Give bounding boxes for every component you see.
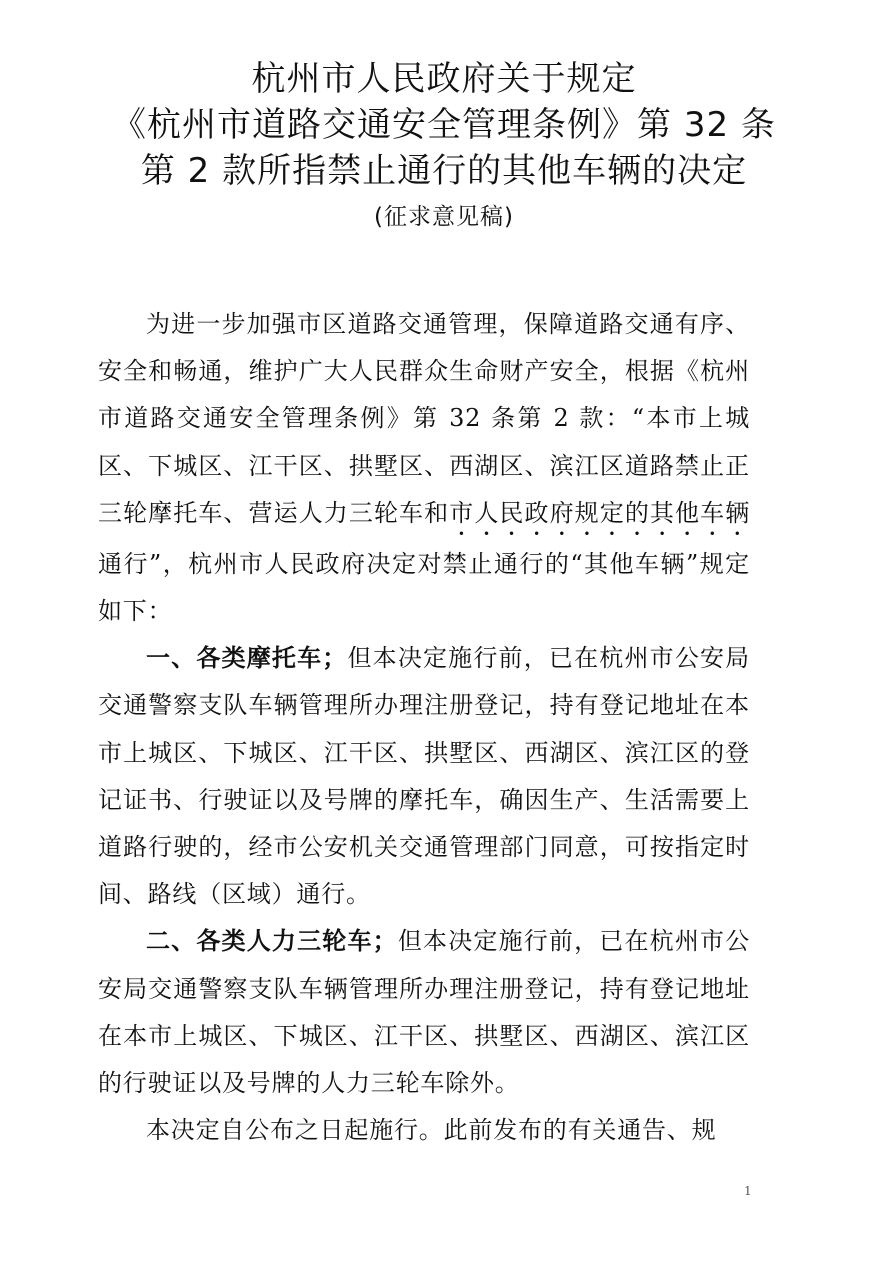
intro-emphasized-text: 市人民政府规定的其他车辆 — [449, 498, 750, 527]
intro-text-part2: 通行”，杭州市人民政府决定对禁止通行的“其他车辆”规定如下： — [98, 549, 750, 626]
paragraph-closing: 本决定自公布之日起施行。此前发布的有关通告、规 — [146, 1116, 717, 1145]
document-title — [60, 56, 828, 232]
item2-heading: 二、各类人力三轮车； — [146, 927, 398, 956]
title-line-3: 第 2 款所指禁止通行的其他车辆的决定 — [140, 151, 748, 191]
title-line-2: 《杭州市道路交通安全管理条例》第 32 条 — [112, 105, 776, 145]
intro-text-part1: 为进一步加强市区道路交通管理，保障道路交通有序、安全和畅通，维护广大人民群众生命财产安全，根据《杭州市道路交通安全管理条例》第 32 条第 2 款：“本市上城区、下城区、江干区、拱墅区、西湖区、滨江区道路禁止正三轮摩托车、营运人力三轮车和 — [98, 310, 750, 527]
title-line-1: 杭州市人民政府关于规定 — [251, 59, 637, 99]
paragraph-item-2 — [98, 918, 750, 1107]
paragraph-intro — [98, 301, 750, 635]
page-number: 1 — [744, 1184, 752, 1198]
item1-text: 但本决定施行前，已在杭州市公安局交通警察支队车辆管理所办理注册登记，持有登记地址在本市上城区、下城区、江干区、拱墅区、西湖区、滨江区的登记证书、行驶证以及号牌的摩托车，确因生产、生活需要上道路行驶的，经市公安机关交通管理部门同意，可按指定时间、路线（区域）通行。 — [98, 644, 750, 909]
document-body — [98, 301, 750, 1154]
paragraph-item-1 — [98, 635, 750, 918]
item1-heading: 一、各类摩托车； — [146, 644, 348, 673]
document-subtitle: (征求意见稿) — [374, 204, 514, 230]
item2-text: 但本决定施行前，已在杭州市公安局交通警察支队车辆管理所办理注册登记，持有登记地址在本市上城区、下城区、江干区、拱墅区、西湖区、滨江区的行驶证以及号牌的人力三轮车除外。 — [98, 927, 751, 1098]
